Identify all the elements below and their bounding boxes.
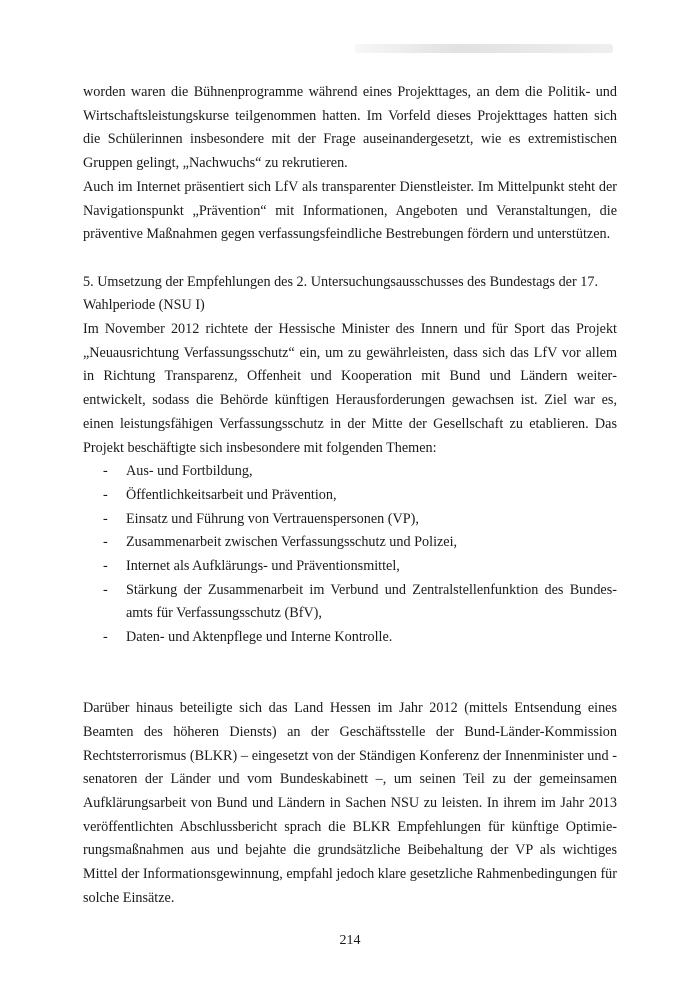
list-item — [83, 508, 617, 532]
paragraph-gap — [83, 674, 617, 698]
list-item — [83, 626, 617, 650]
page-number: 214 — [339, 933, 361, 948]
page-body — [83, 81, 617, 911]
list-item-text: Zusammenarbeit zwischen Verfassungsschutz und Polizei, — [126, 534, 458, 551]
list-dash: - — [103, 510, 108, 527]
topics-list — [83, 460, 617, 650]
list-dash: - — [103, 486, 108, 503]
list-item — [83, 460, 617, 484]
paragraph-blkr: Darüber hinaus beteiligte sich das Land Hessen im Jahr 2012 (mittels Entsendung eines Beamten des höheren Diensts) an der Geschäftsstelle der Bund-Länder-Kommission Rechtsterrorismus (BLKR) – eingesetzt von der Ständigen Konferenz der Innenminister und -senatoren der Länder und vom Bundeskabinett –, um seinen Teil zu der gemeinsamen Aufklärungsarbeit von Bund und Ländern in Sachen NSU zu leisten. In ihrem im Jahr 2013 veröffentlichten Abschlussbericht sprach die BLKR Empfehlungen für künftige Optimierungsmaßnahmen aus und bejahte die grundsätzliche Beibehaltung der VP als wichtiges Mittel der Informationsgewinnung, empfahl jedoch klare gesetzliche Rahmenbedingungen für solche Einsätze. — [83, 700, 617, 906]
section-intro: Im November 2012 richtete der Hessische Minister des Innern und für Sport das Projekt „Neuausrichtung Verfassungsschutz“ ein, um zu gewährleisten, dass sich das LfV vor allem in Richtung Transparenz, Offenheit und Kooperation mit Bund und Ländern weiterentwickelt, sodass die Behörde künftigen Herausforderungen gewachsen ist. Ziel war es, einen leistungsfähigen Verfassungsschutz in der Mitte der Gesellschaft zu etablieren. Das Projekt beschäftigte sich insbesondere mit folgenden Themen: — [83, 321, 617, 456]
list-item-text: Stärkung der Zusammenarbeit im Verbund und Zentralstellenfunktion des Bundesamts für Verfassungsschutz (BfV), — [126, 581, 617, 622]
list-dash: - — [103, 558, 108, 575]
list-item — [83, 555, 617, 579]
list-item-text: Internet als Aufklärungs- und Präventionsmittel, — [126, 558, 400, 575]
header-smudge — [355, 44, 613, 53]
list-item — [83, 531, 617, 555]
list-item-text: Öffentlichkeitsarbeit und Prävention, — [126, 486, 337, 503]
paragraph-stage-programs: worden waren die Bühnenprogramme während eines Projekttages, an dem die Politik- und Wirtschaftsleistungskurse teilgenommen hatten. Im Vorfeld dieses Projekttages hatten sich die Schülerinnen insbesondere mit der Frage auseinandergesetzt, wie es extremistischen Gruppen gelingt, „Nachwuchs“ zu rekrutieren. — [83, 84, 617, 172]
section-heading: 5. Umsetzung der Empfehlungen des 2. Untersuchungsausschusses des Bundestags der 17. Wahlperiode (NSU I) — [83, 273, 598, 314]
list-item-text: Einsatz und Führung von Vertrauenspersonen (VP), — [126, 510, 419, 527]
list-dash: - — [103, 629, 108, 646]
paragraph-gap — [83, 650, 617, 674]
list-item — [83, 484, 617, 508]
list-dash: - — [103, 534, 108, 551]
list-item-text: Daten- und Aktenpflege und Interne Kontrolle. — [126, 629, 393, 646]
list-dash: - — [103, 463, 108, 480]
paragraph-gap — [83, 247, 617, 271]
list-dash: - — [103, 581, 108, 598]
list-item-text: Aus- und Fortbildung, — [126, 463, 253, 480]
paragraph-internet-presence: Auch im Internet präsentiert sich LfV als transparenter Dienstleister. Im Mittelpunkt steht der Navigationspunkt „Prävention“ mit Informationen, Angeboten und Veranstaltungen, die präventive Maßnahmen gegen verfassungsfeindliche Bestrebungen fördern und unterstützen. — [83, 178, 617, 243]
list-item — [83, 579, 617, 626]
